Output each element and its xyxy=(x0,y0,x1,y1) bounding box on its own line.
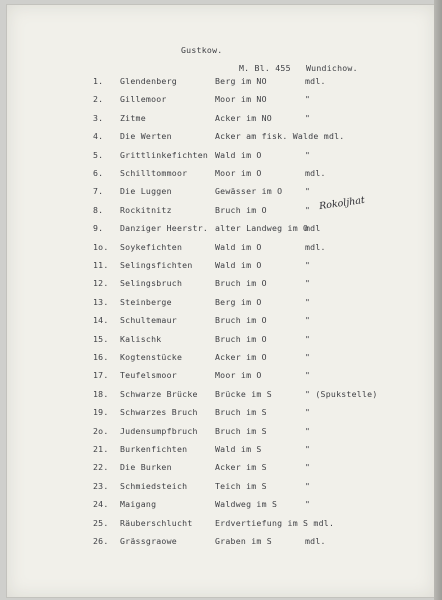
entry-description: Bruch im S xyxy=(215,407,267,418)
entry-number: 18. xyxy=(93,388,109,399)
entry-name: Grittlinkefichten xyxy=(120,149,209,160)
entry-number: 15. xyxy=(93,333,109,344)
list-item xyxy=(7,297,435,309)
document-title: Gustkow. xyxy=(181,45,223,55)
entry-number: 6. xyxy=(93,168,104,178)
list-item xyxy=(7,113,435,125)
entry-name: Schwarzes Bruch xyxy=(120,407,198,418)
entry-description: Wald im O xyxy=(215,241,262,252)
list-item xyxy=(7,76,435,88)
entry-number: 2o. xyxy=(93,425,109,436)
entry-number: 21. xyxy=(93,444,109,454)
entry-source-note: " xyxy=(305,480,311,491)
entry-name: Rockitnitz xyxy=(120,204,172,215)
entry-source-note: " xyxy=(305,462,311,473)
entry-description: Wald im O xyxy=(215,149,262,160)
entry-name: Die Luggen xyxy=(120,186,172,197)
list-item xyxy=(7,481,435,493)
list-item xyxy=(7,499,435,511)
list-item xyxy=(7,370,435,382)
entry-number: 22. xyxy=(93,462,109,473)
entry-source-note: " xyxy=(305,204,311,215)
entry-description: Moor im O xyxy=(215,168,262,178)
entry-source-note: mdl. xyxy=(305,168,326,178)
entry-number: 1. xyxy=(93,76,104,86)
entry-number: 2. xyxy=(93,94,104,105)
entry-description: Gewässer im O xyxy=(215,186,283,197)
entry-name: Räuberschlucht xyxy=(120,517,193,528)
entry-name: Schwarze Brücke xyxy=(120,388,198,399)
entry-name: Schmiedsteich xyxy=(120,480,188,491)
entry-source-note: " (Spukstelle) xyxy=(305,388,378,399)
entry-description: alter Landweg im O xyxy=(215,223,309,234)
entry-source-note: " xyxy=(305,444,311,454)
entry-source-note: " xyxy=(305,94,311,105)
entry-name: Maigang xyxy=(120,499,157,510)
entry-source-note: " xyxy=(305,407,311,418)
entry-description: Brücke im S xyxy=(215,388,272,399)
list-item xyxy=(7,168,435,180)
list-item xyxy=(7,242,435,254)
list-item xyxy=(7,131,435,143)
entry-name: Soykefichten xyxy=(120,241,183,252)
entry-description: Bruch im O xyxy=(215,204,267,215)
entry-description: Erdvertiefung im S mdl. xyxy=(215,517,335,528)
list-item xyxy=(7,462,435,474)
entry-description: Bruch im S xyxy=(215,425,267,436)
entry-description: Moor im O xyxy=(215,370,262,381)
entry-source-note: " xyxy=(305,333,311,344)
entry-number: 24. xyxy=(93,499,109,510)
list-item xyxy=(7,334,435,346)
entry-source-note: " xyxy=(305,149,311,160)
entry-number: 14. xyxy=(93,315,109,326)
entry-number: 12. xyxy=(93,278,109,289)
entry-source-note: " xyxy=(305,425,311,436)
entry-number: 16. xyxy=(93,352,109,362)
entry-description: Berg im O xyxy=(215,296,262,307)
entry-source-note: " xyxy=(305,260,311,270)
entry-name: Die Burken xyxy=(120,462,172,473)
list-item xyxy=(7,407,435,419)
paper-sheet xyxy=(6,4,436,598)
entry-name: Kalischk xyxy=(120,333,162,344)
list-item xyxy=(7,352,435,364)
entry-number: 11. xyxy=(93,260,109,270)
entry-name: Schultemaur xyxy=(120,315,177,326)
entry-description: Acker im S xyxy=(215,462,267,473)
entry-source-note: mdl. xyxy=(305,536,326,546)
list-item xyxy=(7,444,435,456)
entry-name: Danziger Heerstr. xyxy=(120,223,209,234)
entry-source-note: " xyxy=(305,499,311,510)
entry-source-note: mdl. xyxy=(305,76,326,86)
handwritten-annotation: Rokoljhat xyxy=(318,194,366,212)
entry-source-note: " xyxy=(305,112,311,123)
entry-number: 13. xyxy=(93,296,109,307)
entry-description: Acker im NO xyxy=(215,112,272,123)
entry-source-note: mdl xyxy=(305,223,321,234)
entry-name: Schilltommoor xyxy=(120,168,188,178)
list-item xyxy=(7,389,435,401)
entry-source-note: " xyxy=(305,352,311,362)
list-item xyxy=(7,536,435,548)
list-item xyxy=(7,278,435,290)
entry-name: Judensumpfbruch xyxy=(120,425,198,436)
entry-name: Selingsbruch xyxy=(120,278,183,289)
list-item xyxy=(7,426,435,438)
list-item xyxy=(7,315,435,327)
entry-number: 23. xyxy=(93,480,109,491)
entry-description: Wald im S xyxy=(215,444,262,454)
entry-number: 3. xyxy=(93,112,104,123)
entry-number: 19. xyxy=(93,407,109,418)
list-item xyxy=(7,194,435,217)
entry-source-note: " xyxy=(305,315,311,326)
list-item xyxy=(7,186,435,198)
list-item xyxy=(7,518,435,530)
entry-number: 26. xyxy=(93,536,109,546)
entry-source-note: " xyxy=(305,296,311,307)
scan-edge xyxy=(434,0,442,600)
list-item xyxy=(7,223,435,235)
entry-number: 17. xyxy=(93,370,109,381)
entry-source-note: mdl. xyxy=(305,241,326,252)
entry-name: Grässgraowe xyxy=(120,536,177,546)
header-place: Wundichow. xyxy=(306,63,358,73)
entry-source-note: " xyxy=(305,186,311,197)
entry-number: 8. xyxy=(93,204,104,215)
entry-description: Wald im O xyxy=(215,260,262,270)
entry-description: Acker im O xyxy=(215,352,267,362)
list-item xyxy=(7,150,435,162)
entry-number: 5. xyxy=(93,149,104,160)
entry-number: 7. xyxy=(93,186,104,197)
entry-name: Teufelsmoor xyxy=(120,370,177,381)
entry-number: 9. xyxy=(93,223,104,234)
map-sheet-reference: M. Bl. 455 xyxy=(239,63,291,73)
entry-name: Die Werten xyxy=(120,131,172,142)
entry-number: 1o. xyxy=(93,241,109,252)
entry-name: Steinberge xyxy=(120,296,172,307)
entry-source-note: " xyxy=(305,370,311,381)
entry-description: Moor im NO xyxy=(215,94,267,105)
entry-number: 25. xyxy=(93,517,109,528)
entry-name: Selingsfichten xyxy=(120,260,193,270)
entry-description: Waldweg im S xyxy=(215,499,278,510)
entry-name: Kogtenstücke xyxy=(120,352,183,362)
entry-name: Gillemoor xyxy=(120,94,167,105)
list-item xyxy=(7,260,435,272)
entry-description: Berg im NO xyxy=(215,76,267,86)
entry-description: Teich im S xyxy=(215,480,267,491)
entry-name: Zitme xyxy=(120,112,146,123)
entry-name: Glendenberg xyxy=(120,76,177,86)
entry-description: Graben im S xyxy=(215,536,272,546)
entry-number: 4. xyxy=(93,131,104,142)
list-item xyxy=(7,94,435,106)
entry-description: Bruch im O xyxy=(215,315,267,326)
entry-source-note: " xyxy=(305,278,311,289)
entry-description: Bruch im O xyxy=(215,333,267,344)
entry-description: Bruch im O xyxy=(215,278,267,289)
entry-name: Burkenfichten xyxy=(120,444,188,454)
entry-description: Acker am fisk. Walde mdl. xyxy=(215,131,345,142)
